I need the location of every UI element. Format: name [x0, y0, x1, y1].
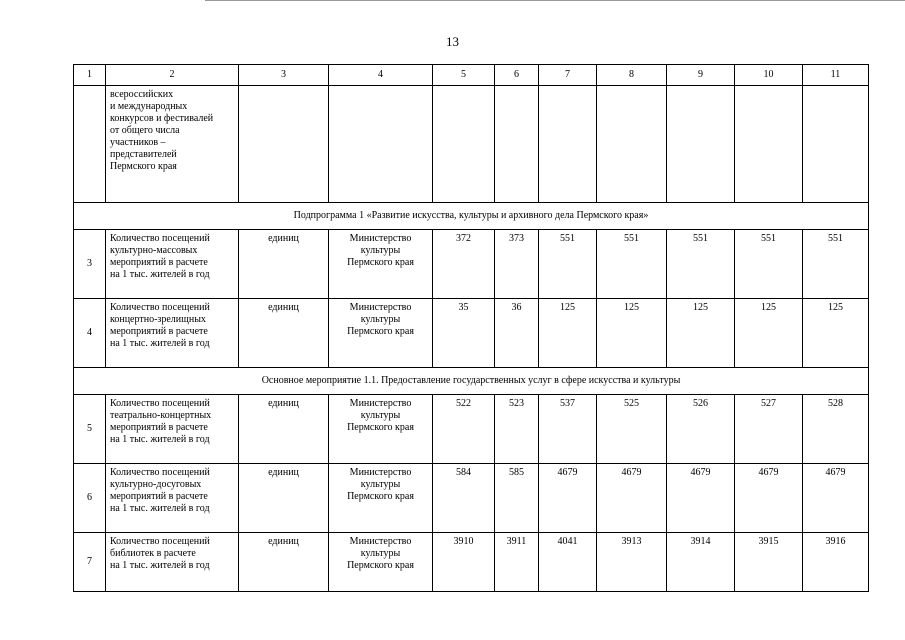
unit-cell: единиц [239, 395, 329, 464]
value-cell: 551 [803, 230, 869, 299]
responsible-cell: Министерство культуры Пермского края [329, 464, 433, 533]
value-cell [667, 86, 735, 203]
value-cell: 551 [597, 230, 667, 299]
indicator-name-cell: Количество посещений культурно-досуговых мероприятий в расчете на 1 тыс. жителей в год [106, 464, 239, 533]
header-cell: 6 [495, 65, 539, 86]
value-cell: 522 [433, 395, 495, 464]
responsible-cell: Министерство культуры Пермского края [329, 230, 433, 299]
value-cell: 35 [433, 299, 495, 368]
value-cell: 125 [667, 299, 735, 368]
value-cell: 3913 [597, 533, 667, 592]
indicators-table [73, 64, 869, 592]
unit-cell [239, 86, 329, 203]
value-cell: 4041 [539, 533, 597, 592]
header-cell: 7 [539, 65, 597, 86]
value-cell: 551 [667, 230, 735, 299]
indicator-name-cell: Количество посещений театрально-концертных мероприятий в расчете на 1 тыс. жителей в год [106, 395, 239, 464]
value-cell: 125 [803, 299, 869, 368]
value-cell: 3911 [495, 533, 539, 592]
value-cell: 551 [735, 230, 803, 299]
indicator-name-cell: Количество посещений культурно-массовых мероприятий в расчете на 1 тыс. жителей в год [106, 230, 239, 299]
page-top-rule [205, 0, 905, 1]
row-number-cell: 5 [74, 395, 106, 464]
row-number-cell: 3 [74, 230, 106, 299]
table-row [74, 230, 869, 299]
section-row [74, 368, 869, 395]
value-cell: 527 [735, 395, 803, 464]
value-cell [539, 86, 597, 203]
value-cell [735, 86, 803, 203]
header-cell: 9 [667, 65, 735, 86]
value-cell: 525 [597, 395, 667, 464]
value-cell: 4679 [539, 464, 597, 533]
responsible-cell: Министерство культуры Пермского края [329, 299, 433, 368]
indicator-name-cell: Количество посещений библиотек в расчете на 1 тыс. жителей в год [106, 533, 239, 592]
value-cell: 3910 [433, 533, 495, 592]
row-number-cell [74, 86, 106, 203]
header-cell: 3 [239, 65, 329, 86]
value-cell: 528 [803, 395, 869, 464]
value-cell [803, 86, 869, 203]
value-cell: 4679 [667, 464, 735, 533]
value-cell: 3916 [803, 533, 869, 592]
page-number: 13 [446, 34, 459, 49]
value-cell: 125 [539, 299, 597, 368]
table-row [74, 86, 869, 203]
responsible-cell [329, 86, 433, 203]
row-number-cell: 6 [74, 464, 106, 533]
unit-cell: единиц [239, 299, 329, 368]
value-cell: 3915 [735, 533, 803, 592]
value-cell: 523 [495, 395, 539, 464]
header-cell: 11 [803, 65, 869, 86]
value-cell [597, 86, 667, 203]
header-cell: 2 [106, 65, 239, 86]
responsible-cell: Министерство культуры Пермского края [329, 395, 433, 464]
value-cell: 4679 [803, 464, 869, 533]
section-title: Подпрограмма 1 «Развитие искусства, культуры и архивного дела Пермского края» [74, 203, 869, 230]
value-cell: 585 [495, 464, 539, 533]
responsible-cell: Министерство культуры Пермского края [329, 533, 433, 592]
header-cell: 5 [433, 65, 495, 86]
value-cell: 125 [597, 299, 667, 368]
value-cell: 125 [735, 299, 803, 368]
value-cell [433, 86, 495, 203]
value-cell: 551 [539, 230, 597, 299]
table-row [74, 464, 869, 533]
unit-cell: единиц [239, 533, 329, 592]
header-cell: 10 [735, 65, 803, 86]
header-cell: 4 [329, 65, 433, 86]
header-cell: 8 [597, 65, 667, 86]
value-cell: 36 [495, 299, 539, 368]
value-cell [495, 86, 539, 203]
table-row [74, 533, 869, 592]
header-cell: 1 [74, 65, 106, 86]
value-cell: 372 [433, 230, 495, 299]
indicator-name-cell: всероссийских и международных конкурсов и фестивалей от общего числа участников – представителей Пермского края [106, 86, 239, 203]
value-cell: 584 [433, 464, 495, 533]
value-cell: 537 [539, 395, 597, 464]
header-row [74, 65, 869, 86]
section-title: Основное мероприятие 1.1. Предоставление государственных услуг в сфере искусства и культуры [74, 368, 869, 395]
value-cell: 3914 [667, 533, 735, 592]
section-row [74, 203, 869, 230]
table-row [74, 299, 869, 368]
value-cell: 526 [667, 395, 735, 464]
value-cell: 4679 [597, 464, 667, 533]
value-cell: 4679 [735, 464, 803, 533]
unit-cell: единиц [239, 230, 329, 299]
unit-cell: единиц [239, 464, 329, 533]
row-number-cell: 4 [74, 299, 106, 368]
table-row [74, 395, 869, 464]
value-cell: 373 [495, 230, 539, 299]
indicator-name-cell: Количество посещений концертно-зрелищных мероприятий в расчете на 1 тыс. жителей в год [106, 299, 239, 368]
row-number-cell: 7 [74, 533, 106, 592]
